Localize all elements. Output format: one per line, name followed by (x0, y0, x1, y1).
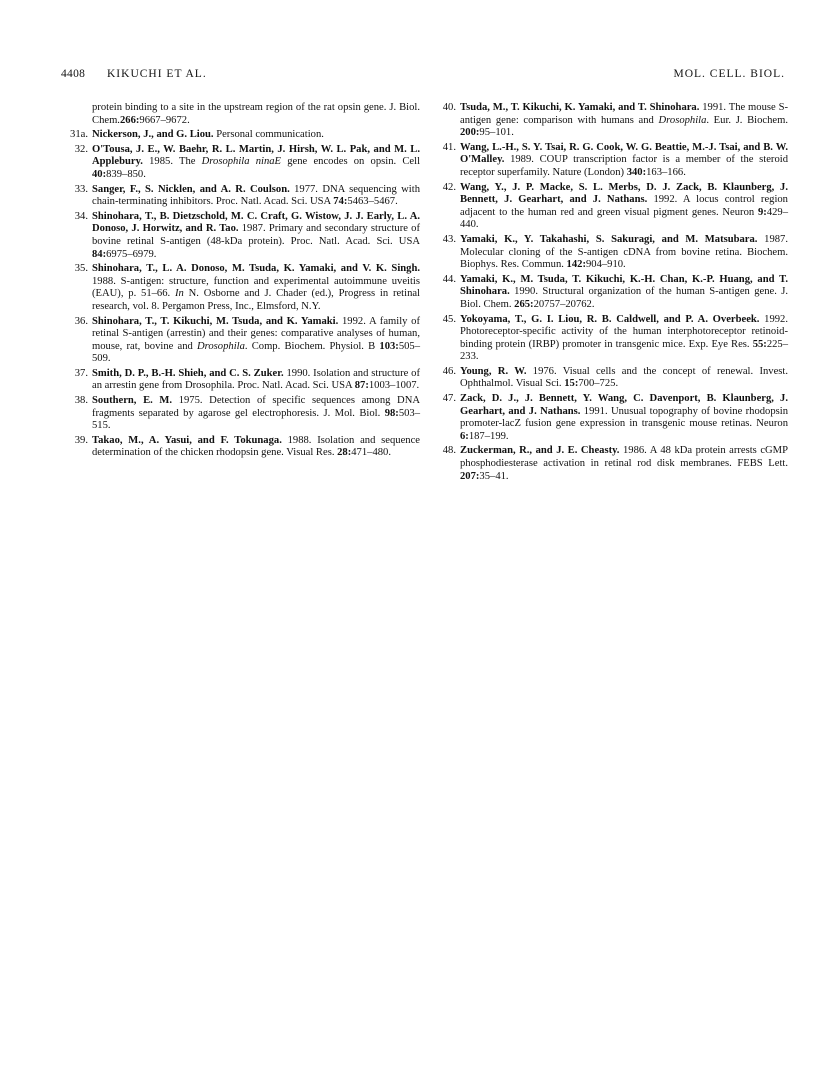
page-number: 4408 (61, 68, 86, 80)
reference-volume: 340: (626, 166, 647, 178)
reference-number: 46. (442, 365, 456, 377)
reference-volume: 9: (757, 206, 767, 218)
reference-text: 1975. Detection of specific sequences among DNA fragments separated by agarose gel electrophoresis. J. Mol. Biol. (92, 395, 420, 419)
reference-volume: 15: (564, 378, 579, 390)
reference-text: 1990. Isolation and structure of an arrestin gene from Drosophila. Proc. Natl. Acad. Sci. USA (92, 367, 420, 392)
reference-volume: 207: (460, 470, 480, 482)
reference-pages: 503–515. (92, 407, 420, 432)
reference-text: 1988. Isolation and sequence determination of the chicken rhodopsin gene. Visual Res. (92, 434, 420, 459)
reference-number: 41. (442, 141, 456, 153)
reference-authors: Wang, Y., J. P. Macke, S. L. Merbs, D. J. Zack, B. Klaunberg, J. Bennett, J. Gearhart, and J. Nathans. (460, 181, 788, 206)
reference-authors: O'Tousa, J. E., W. Baehr, R. L. Martin, J. Hirsh, W. L. Pak, and M. L. Applebury. (92, 143, 420, 168)
reference-volume: 40: (92, 168, 107, 180)
reference-authors: Wang, L.-H., S. Y. Tsai, R. G. Cook, W. G. Beattie, M.-J. Tsai, and B. W. O'Malley. (460, 141, 788, 166)
reference-entry (436, 182, 788, 232)
reference-italic-text: Drosophila (197, 340, 245, 352)
reference-pages: 225–233. (460, 338, 788, 363)
reference-entry (68, 435, 420, 460)
reference-text-continued: gene encodes on opsin. Cell (281, 156, 421, 168)
reference-authors: Yamaki, K., M. Tsuda, T. Kikuchi, K.-H. Chan, K.-P. Huang, and T. Shinohara. (460, 273, 788, 298)
reference-authors: Shinohara, T., L. A. Donoso, M. Tsuda, K. Yamaki, and V. K. Singh. (92, 263, 420, 275)
reference-number: 37. (74, 367, 88, 379)
reference-number: 32. (74, 143, 88, 155)
reference-number: 48. (442, 445, 456, 457)
reference-italic-text: Drosophila ninaE (201, 156, 282, 168)
reference-entry (436, 445, 788, 483)
reference-entry (436, 314, 788, 364)
reference-text: 1985. The (142, 156, 202, 168)
journal-name: MOL. CELL. BIOL. (673, 68, 785, 80)
reference-text: Personal communication. (213, 129, 324, 141)
reference-entry (68, 395, 420, 433)
reference-volume: 200: (460, 127, 480, 139)
reference-pages: 35–41. (479, 470, 509, 482)
reference-entry (68, 263, 420, 313)
reference-authors: Tsuda, M., T. Kikuchi, K. Yamaki, and T. Shinohara. (460, 102, 700, 113)
reference-entry (68, 368, 420, 393)
reference-pages: 429–440. (460, 206, 788, 231)
reference-pages: 5463–5467. (347, 196, 398, 208)
reference-number: 35. (74, 263, 88, 275)
reference-entry (68, 102, 420, 127)
reference-text-continued: . Comp. Biochem. Physiol. B (244, 340, 380, 352)
reference-authors: Shinohara, T., T. Kikuchi, M. Tsuda, and K. Yamaki. (92, 315, 339, 327)
reference-text: 1991. Unusual topography of bovine rhodopsin promoter-lacZ fusion gene expression in transgenic mouse retinas. Neuron (460, 405, 788, 430)
reference-entry (436, 142, 788, 180)
reference-text: 1991. The mouse S-antigen gene: comparison with humans and (460, 102, 788, 126)
reference-text: 1992. A family of retinal S-antigen (arrestin) and their genes: comparative analyses of human, mouse, rat, bovine and (92, 315, 420, 352)
reference-entry (68, 316, 420, 366)
reference-number: 44. (442, 273, 456, 285)
reference-number: 38. (74, 395, 88, 407)
reference-number: 34. (74, 210, 88, 222)
reference-pages: 6975–6979. (106, 248, 157, 260)
reference-volume: 87: (354, 380, 369, 392)
reference-text: 1992. Photoreceptor-specific activity of the human interphotoreceptor retinoid-binding protein (IRBP) promoter in transgenic mice. Exp. Eye Res. (460, 313, 789, 350)
reference-pages: 1003–1007. (368, 380, 420, 392)
reference-entry (436, 234, 788, 272)
reference-volume: 28: (337, 447, 352, 459)
running-header (61, 68, 785, 84)
reference-volume: 84: (92, 248, 107, 260)
reference-text-continued: . Eur. J. Biochem. (706, 114, 789, 126)
reference-text: 1988. S-antigen: structure, function and experimental autoimmune uveitis (EAU), p. 51–66. (92, 275, 420, 300)
reference-number: 40. (442, 102, 456, 113)
reference-pages: 9667–9672. (139, 114, 190, 126)
reference-authors: Nickerson, J., and G. Liou. (92, 129, 214, 141)
reference-entry (68, 129, 420, 142)
reference-text-continued: N. Osborne and J. Chader (ed.), Progress in retinal research, vol. 8. Pergamon Press, Inc., Elmsford, N.Y. (92, 288, 421, 312)
reference-number: 39. (74, 434, 88, 446)
reference-pages: 505–509. (92, 340, 420, 365)
reference-authors: Young, R. W. (460, 365, 527, 377)
references-left-column (68, 102, 420, 462)
reference-number: 42. (442, 181, 456, 193)
reference-number: 43. (442, 233, 456, 245)
reference-volume: 103: (379, 340, 399, 352)
reference-authors: Zuckerman, R., and J. E. Cheasty. (460, 445, 620, 457)
reference-text: 1987. Primary and secondary structure of bovine retinal S-antigen (48-kDa protein). Proc. Natl. Acad. Sci. USA (92, 223, 420, 247)
reference-volume: 6: (460, 430, 469, 442)
references-right-column (436, 102, 788, 485)
reference-volume: 266: (119, 114, 140, 126)
reference-entry (68, 144, 420, 182)
reference-pages: 904–910. (585, 259, 626, 271)
reference-text: 1976. Visual cells and the concept of renewal. Invest. Ophthalmol. Visual Sci. (460, 365, 788, 390)
reference-pages: 187–199. (468, 430, 509, 442)
reference-text: 1989. COUP transcription factor is a member of the steroid receptor superfamily. Nature (London) (460, 154, 788, 178)
reference-authors: Southern, E. M. (92, 395, 173, 407)
reference-text: 1987. Molecular cloning of the S-antigen cDNA from bovine retina. Biochem. Biophys. Res. Commun. (460, 233, 788, 271)
reference-text: 1986. A 48 kDa protein arrests cGMP phosphodiesterase activation in retinal rod disk membranes. FEBS Lett. (460, 445, 788, 470)
reference-authors: Smith, D. P., B.-H. Shieh, and C. S. Zuker. (92, 367, 284, 379)
reference-pages: 20757–20762. (533, 298, 595, 310)
reference-pages: 95–101. (479, 127, 514, 139)
running-authors: KIKUCHI ET AL. (107, 68, 207, 80)
reference-volume: 142: (566, 259, 586, 271)
reference-number: 33. (74, 183, 88, 195)
reference-entry (68, 184, 420, 209)
reference-volume: 55: (752, 338, 767, 350)
reference-number: 47. (442, 393, 456, 405)
reference-text: protein binding to a site in the upstream region of the rat opsin gene. J. Biol. Chem. (92, 102, 420, 126)
reference-entry (68, 211, 420, 261)
reference-entry (436, 393, 788, 443)
reference-pages: 839–850. (106, 168, 146, 180)
reference-pages: 700–725. (578, 378, 619, 390)
reference-authors: Takao, M., A. Yasui, and F. Tokunaga. (92, 434, 282, 446)
reference-volume: 98: (384, 407, 399, 419)
reference-entry (436, 102, 788, 140)
reference-volume: 74: (333, 196, 348, 208)
reference-text: 1977. DNA sequencing with chain-terminating inhibitors. Proc. Natl. Acad. Sci. USA (92, 183, 420, 208)
reference-number: 31a. (70, 129, 88, 141)
reference-authors: Yokoyama, T., G. I. Liou, R. B. Caldwell, and P. A. Overbeek. (460, 313, 760, 325)
reference-entry (436, 274, 788, 312)
reference-text: 1992. A locus control region adjacent to the human red and green visual pigment genes. Neuron (460, 194, 788, 218)
reference-pages: 163–166. (646, 166, 686, 178)
reference-entry (436, 366, 788, 391)
reference-italic-text: Drosophila (658, 114, 707, 126)
reference-text: 1990. Structural organization of the human S-antigen gene. J. Biol. Chem. (460, 286, 788, 310)
reference-authors: Zack, D. J., J. Bennett, Y. Wang, C. Davenport, B. Klaunberg, J. Gearhart, and J. Nathans. (460, 393, 788, 417)
reference-authors: Yamaki, K., Y. Takahashi, S. Sakuragi, and M. Matsubara. (460, 233, 758, 245)
reference-authors: Sanger, F., S. Nicklen, and A. R. Coulson. (92, 183, 290, 195)
reference-volume: 265: (514, 298, 534, 310)
reference-italic-text: In (174, 288, 184, 300)
reference-number: 36. (74, 315, 88, 327)
reference-pages: 471–480. (351, 447, 391, 459)
reference-number: 45. (442, 313, 456, 325)
reference-authors: Shinohara, T., B. Dietzschold, M. C. Craft, G. Wistow, J. J. Early, L. A. Donoso, J. Horwitz, and R. Tao. (92, 210, 420, 235)
